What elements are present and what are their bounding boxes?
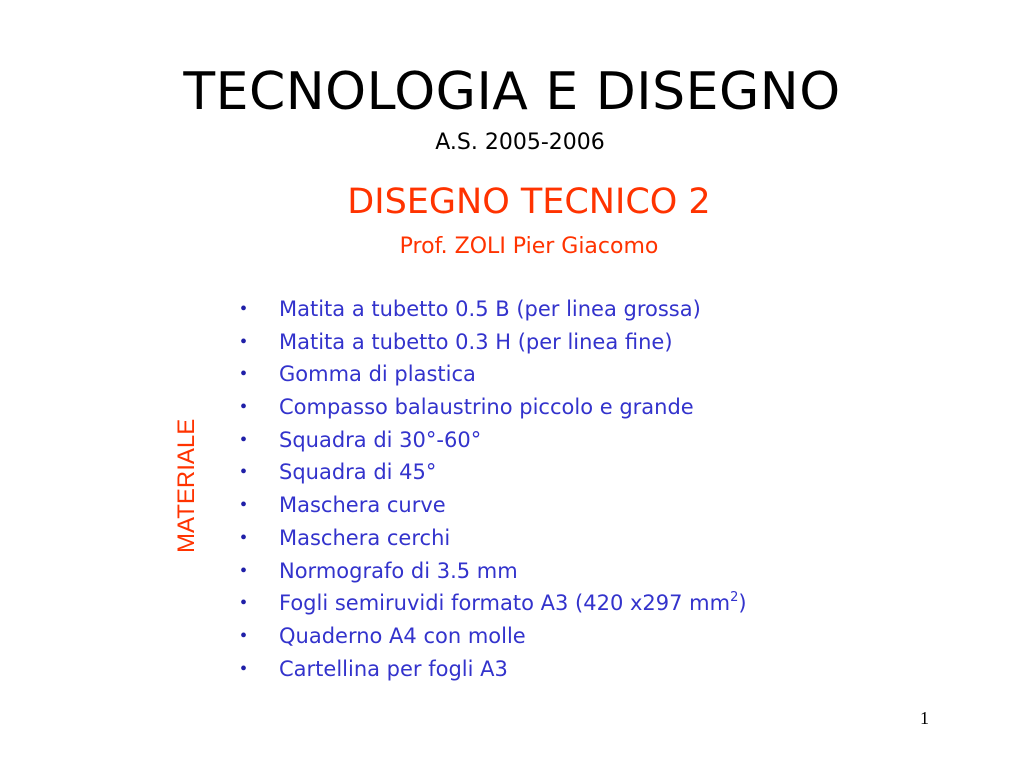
materiale-side-label: MATERIALE [173, 418, 200, 553]
list-item-text [279, 424, 481, 457]
list-item-label: Gomma di plastica [279, 362, 476, 387]
bullet-icon: • [240, 298, 248, 320]
bullet-icon: • [240, 330, 248, 353]
list-item-text [279, 358, 476, 391]
list-item-text [279, 620, 526, 653]
professor-name: Prof. ZOLI Pier Giacomo [399, 234, 659, 259]
bullet-icon: • [240, 657, 248, 680]
bullet-icon: • [240, 559, 248, 582]
bullet-icon: • [240, 592, 248, 615]
list-item-text [279, 456, 436, 489]
list-item-text [279, 391, 694, 424]
list-item-label: Maschera cerchi [279, 525, 451, 550]
list-item-label: Cartellina per fogli A3 [279, 656, 508, 681]
list-item-text [279, 653, 508, 686]
list-item-label: Squadra di 45° [279, 460, 437, 485]
bullet-icon: • [240, 624, 248, 647]
list-item-tail: ) [738, 591, 747, 616]
page-number: 1 [920, 708, 929, 728]
page-title: TECNOLOGIA E DISEGNO [183, 62, 841, 122]
list-item-text [279, 326, 673, 359]
subtitle: DISEGNO TECNICO 2 [347, 182, 711, 222]
list-item-label: Normografo di 3.5 mm [279, 558, 518, 583]
list-item-label: Quaderno A4 con molle [279, 623, 526, 648]
list-item-text [279, 587, 747, 620]
list-item-text [279, 293, 701, 326]
bullet-icon: • [240, 494, 248, 517]
bullet-icon: • [240, 363, 248, 386]
list-item-label: Matita a tubetto 0.5 B (per linea grossa) [279, 297, 701, 321]
school-year: A.S. 2005-2006 [435, 130, 605, 155]
list-item-label: Squadra di 30°-60° [279, 427, 482, 452]
list-item-label: Matita a tubetto 0.3 H (per linea fine) [279, 329, 673, 354]
list-item-text [279, 555, 518, 588]
list-item-label: Compasso balaustrino piccolo e grande [279, 395, 694, 420]
list-item-label: Maschera curve [279, 493, 446, 518]
bullet-icon: • [240, 526, 248, 549]
bullet-icon: • [240, 428, 248, 451]
superscript: 2 [730, 590, 739, 606]
bullet-icon: • [240, 461, 248, 484]
bullet-icon: • [240, 396, 248, 419]
list-item-text [279, 489, 446, 522]
list-item-text [279, 522, 450, 555]
list-item-label: Fogli semiruvidi formato A3 (420 x297 mm [279, 591, 731, 616]
